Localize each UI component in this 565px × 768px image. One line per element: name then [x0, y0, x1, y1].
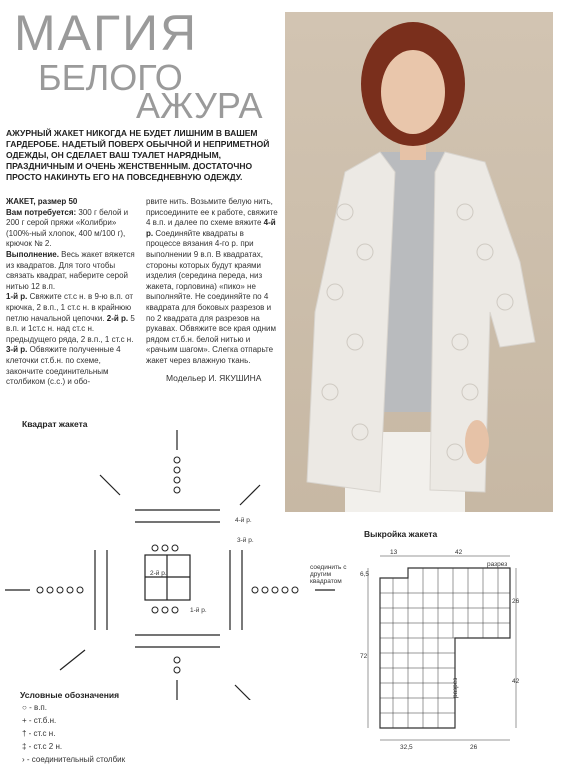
diagram-title: Квадрат жакета	[22, 419, 88, 429]
row-label-3: 3-й р.	[237, 537, 254, 544]
row4-label: 4-й р.	[146, 218, 276, 238]
row2-text: 5 в.п. и 1ст.с н. над ст.с н. предыдущего ряда, 2 в.п., 1 ст.с н.	[6, 313, 135, 344]
legend-title: Условные обозначения	[20, 690, 120, 700]
row-label-1: 1-й р.	[190, 607, 207, 614]
legend-item-slip: › - соединительный столбик	[22, 755, 126, 764]
jacket-pattern-grid	[360, 548, 520, 753]
row3-text: Обвяжите полученные 4 клеточки ст.б.н. по схеме, закончите соединительным столбиком (с.с.) и обо-	[6, 345, 121, 387]
dim-bottom-2: 26	[470, 744, 478, 751]
article-column-2	[146, 197, 278, 367]
connect-note: соединить с другим квадратом	[310, 564, 347, 585]
row-label-2: 2-й р.	[150, 570, 167, 577]
legend-item-tr: ‡ - ст.с 2 н.	[22, 742, 63, 751]
legend-item-sc: + - ст.б.н.	[22, 716, 57, 725]
row1-label: 1-й р.	[6, 292, 28, 302]
signature: Модельер И. ЯКУШИНА	[166, 373, 262, 383]
dim-top-2: 42	[455, 549, 463, 556]
dim-left-2: 72	[360, 653, 368, 660]
execution-text: Весь жакет вяжется из квадратов. Для того чтобы связать квадрат, наберите серой нитью 12 в.п.	[6, 249, 135, 291]
slit-label-1: разрез	[487, 561, 508, 568]
title-line-3: АЖУРА	[136, 85, 263, 126]
legend-item-chain: ○ - в.п.	[22, 703, 47, 712]
row1-text: Свяжите ст.с н. в 9-ю в.п. от крючка, 2 в.п., 1 ст.с н. в крайнюю петлю начальной цепочки.	[6, 292, 134, 323]
col2b-text: Соединяйте квадраты в процессе вязания 4-го р. при выполнении 9 в.п. В квадратах, стороны которых будут краями изделия (середина переда, низ жакета, горловина) «пико» не выполняйте. Не соединяйте по 4 квадрата для боковых разрезов и по 2 квадрата для разрезов на рукавах. Обвяжите все края одним рядом ст.б.н. белой нитью и «рачьим шагом». Слегка отпарьте жакет через влажную ткань.	[146, 228, 277, 365]
title-line-2: БЕЛОГО	[38, 57, 183, 98]
row2-label: 2-й р.	[106, 313, 129, 323]
lead-paragraph: АЖУРНЫЙ ЖАКЕТ НИКОГДА НЕ БУДЕТ ЛИШНИМ В ВАШЕМ ГАРДЕРОБЕ. НАДЕТЫЙ ПОВЕРХ ОБЫЧНОЙ И НЕПРИМЕТНОЙ ОДЕЖДЫ, ОН СДЕЛАЕТ ВАШ ТУАЛЕТ НАРЯДНЫМ, ПРАЗДНИЧНЫМ И ОЧЕНЬ ЖЕНСТВЕННЫМ. ДОСТАТОЧНО ПРОСТО НАКИНУТЬ ЕГО НА ПОВСЕДНЕВНУЮ ОДЕЖДУ.	[6, 128, 270, 182]
row-label-4: 4-й р.	[235, 517, 252, 524]
execution-label: Выполнение.	[6, 249, 59, 259]
slit-label-2: разрез	[452, 677, 459, 698]
dim-top-1: 13	[390, 549, 398, 556]
materials-text: 300 г белой и 200 г серой пряжи «Колибри» (100%-ный хлопок, 400 м/100 г), крючок № 2.	[6, 207, 129, 249]
row3-label: 3-й р.	[6, 345, 28, 355]
pattern-title: Выкройка жакета	[364, 529, 438, 539]
article-column-1	[6, 197, 140, 388]
materials-label: Вам потребуется:	[6, 207, 77, 217]
article-heading: ЖАКЕТ, размер 50	[6, 197, 78, 206]
dim-right-1: 26	[512, 598, 520, 605]
col2-text: рвите нить. Возьмите белую нить, присоедините ее к работе, свяжите 4 в.п. и далее по схеме вяжите	[146, 197, 278, 228]
title-line-1: МАГИЯ	[14, 5, 199, 61]
dim-left-1: 6,5	[360, 571, 370, 578]
dim-right-2: 42	[512, 678, 520, 685]
legend-item-dc: † - ст.с н.	[22, 729, 56, 738]
crochet-square-diagram	[5, 430, 335, 700]
dim-bottom-1: 32,5	[400, 744, 413, 751]
